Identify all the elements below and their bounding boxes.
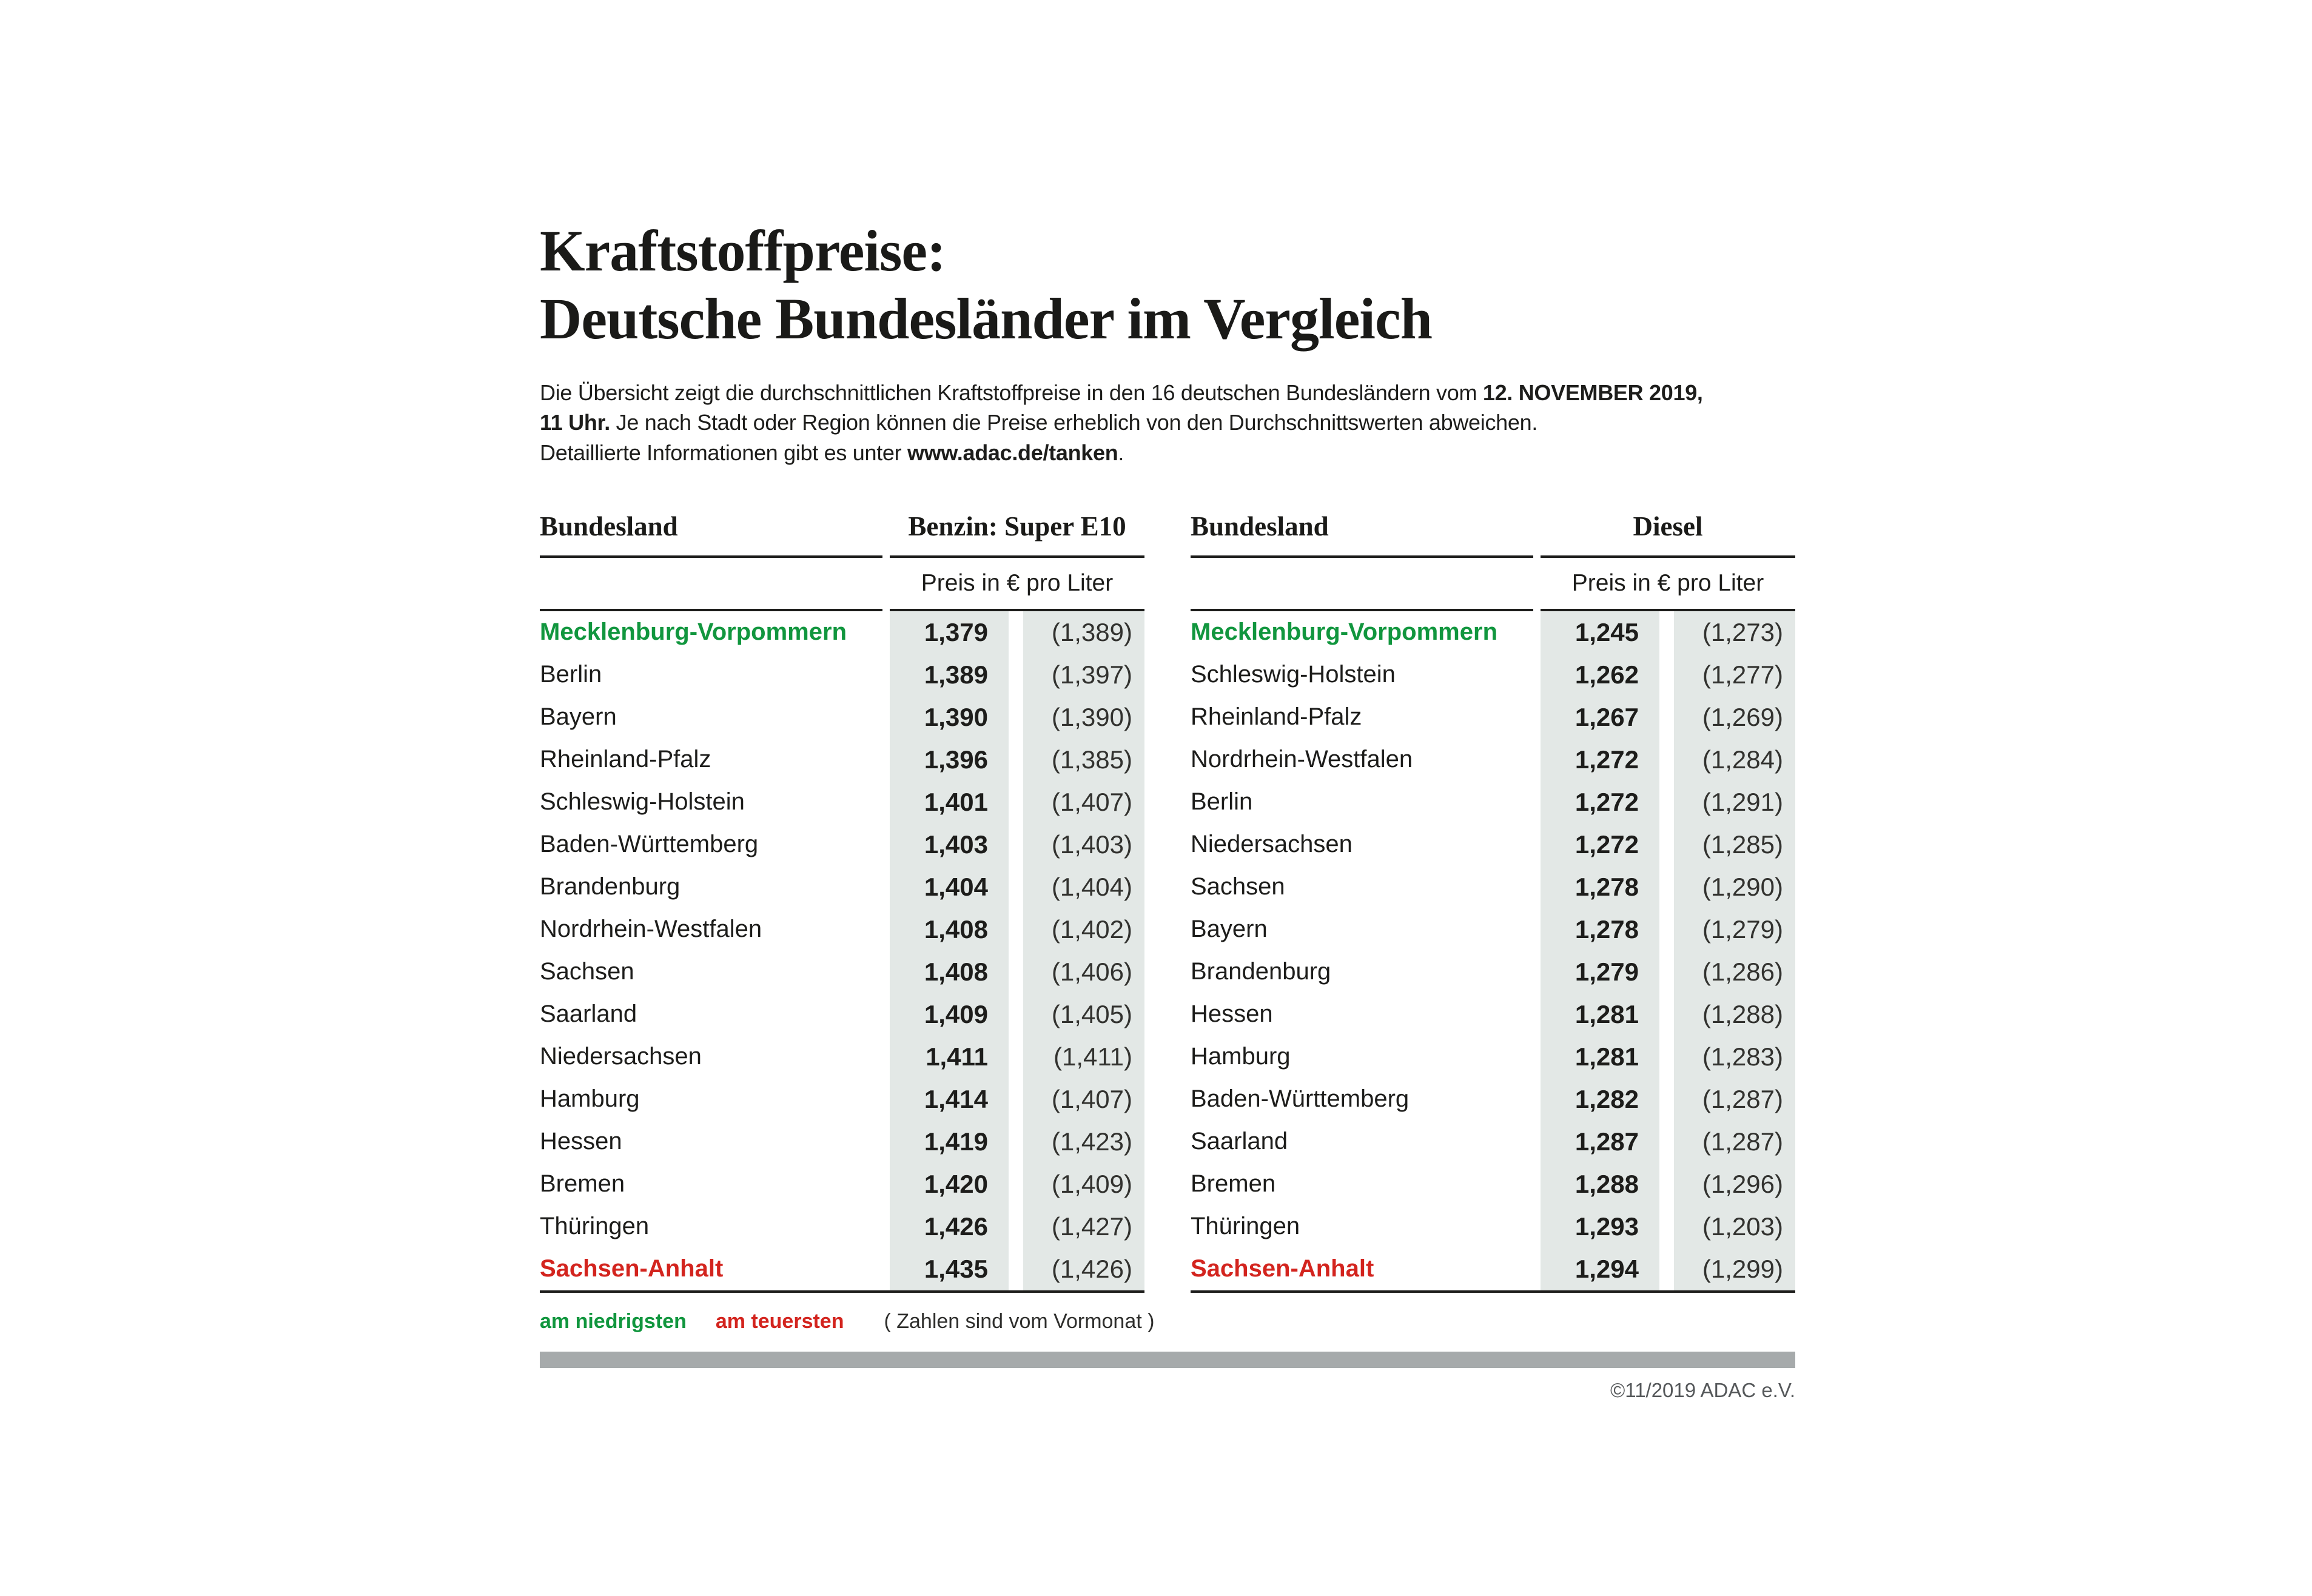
state-name: Sachsen <box>540 958 634 985</box>
table-row <box>540 866 1144 908</box>
legend <box>540 1310 1795 1333</box>
state-name: Nordrhein-Westfalen <box>540 916 762 943</box>
price-current: 1,426 <box>890 1205 1009 1248</box>
price-previous: (1,403) <box>1023 823 1144 866</box>
price-current: 1,408 <box>890 951 1009 993</box>
price-previous: (1,277) <box>1674 654 1795 696</box>
price-previous: (1,290) <box>1674 866 1795 908</box>
price-current: 1,279 <box>1541 951 1659 993</box>
column-header-benzin: Benzin: Super E10 <box>908 511 1126 542</box>
state-name: Bayern <box>1191 916 1268 943</box>
state-name: Bremen <box>1191 1170 1276 1198</box>
table-row <box>540 1205 1144 1248</box>
fuel-table-benzin <box>540 511 1144 1293</box>
price-previous: (1,402) <box>1023 908 1144 951</box>
price-current: 1,404 <box>890 866 1009 908</box>
price-current: 1,414 <box>890 1078 1009 1121</box>
price-current: 1,403 <box>890 823 1009 866</box>
price-current: 1,293 <box>1541 1205 1659 1248</box>
price-previous: (1,285) <box>1674 823 1795 866</box>
price-previous: (1,390) <box>1023 696 1144 739</box>
state-name: Sachsen <box>1191 873 1285 900</box>
price-current: 1,282 <box>1541 1078 1659 1121</box>
state-name: Baden-Württemberg <box>1191 1085 1410 1113</box>
title-line-2: Deutsche Bundesländer im Vergleich <box>540 286 1432 352</box>
state-name: Hessen <box>1191 1001 1273 1028</box>
table-header-row <box>540 511 1144 555</box>
state-name: Thüringen <box>540 1213 650 1240</box>
price-previous: (1,269) <box>1674 696 1795 739</box>
price-previous: (1,286) <box>1674 951 1795 993</box>
content-area <box>540 217 1795 1402</box>
table-row <box>540 1121 1144 1163</box>
price-current: 1,379 <box>890 611 1009 654</box>
table-row <box>540 739 1144 781</box>
table-row <box>540 696 1144 739</box>
price-previous: (1,279) <box>1674 908 1795 951</box>
table-row <box>1191 993 1795 1036</box>
table-row <box>1191 781 1795 823</box>
price-previous: (1,427) <box>1023 1205 1144 1248</box>
copyright-text: ©11/2019 ADAC e.V. <box>1610 1378 1795 1401</box>
column-header-bundesland: Bundesland <box>540 511 678 542</box>
fuel-table-diesel <box>1191 511 1795 1293</box>
table-body <box>540 611 1144 1290</box>
state-name: Mecklenburg-Vorpommern <box>1191 619 1497 646</box>
price-current: 1,245 <box>1541 611 1659 654</box>
price-current: 1,278 <box>1541 866 1659 908</box>
table-row <box>540 908 1144 951</box>
table-row <box>1191 739 1795 781</box>
state-name: Brandenburg <box>540 873 680 900</box>
intro-text: Die Übersicht zeigt die durchschnittlichen Kraftstoffpreise in den 16 deutschen Bundesländern vom 12. NOVEMBER 2019, 11 Uhr. Je nach Stadt oder Region können die Preise erheblich von den Durchschnittswerten abweichen. Detaillierte Informationen gibt es unter www.adac.de/tanken. <box>540 380 1703 465</box>
column-header-diesel: Diesel <box>1633 511 1703 542</box>
table-row <box>540 951 1144 993</box>
table-row <box>540 1248 1144 1290</box>
price-previous: (1,423) <box>1023 1121 1144 1163</box>
state-name: Sachsen-Anhalt <box>540 1255 724 1282</box>
table-bottom-rule <box>1191 1290 1795 1293</box>
price-current: 1,419 <box>890 1121 1009 1163</box>
price-current: 1,420 <box>890 1163 1009 1205</box>
price-previous: (1,409) <box>1023 1163 1144 1205</box>
table-row <box>1191 1121 1795 1163</box>
table-row <box>1191 823 1795 866</box>
subheader-price-unit: Preis in € pro Liter <box>1571 569 1764 596</box>
table-row <box>1191 1036 1795 1078</box>
legend-note: ( Zahlen sind vom Vormonat ) <box>884 1309 1155 1333</box>
price-current: 1,390 <box>890 696 1009 739</box>
state-name: Rheinland-Pfalz <box>1191 703 1362 731</box>
table-row <box>1191 866 1795 908</box>
state-name: Berlin <box>540 661 602 688</box>
price-previous: (1,404) <box>1023 866 1144 908</box>
state-name: Saarland <box>540 1001 637 1028</box>
table-row <box>540 1036 1144 1078</box>
table-row <box>1191 1163 1795 1205</box>
table-row <box>540 823 1144 866</box>
price-previous: (1,407) <box>1023 1078 1144 1121</box>
state-name: Berlin <box>1191 788 1253 816</box>
table-row <box>1191 1248 1795 1290</box>
divider-bar <box>540 1352 1795 1368</box>
state-name: Bayern <box>540 703 617 731</box>
price-current: 1,435 <box>890 1248 1009 1290</box>
price-current: 1,272 <box>1541 781 1659 823</box>
price-current: 1,396 <box>890 739 1009 781</box>
state-name: Brandenburg <box>1191 958 1331 985</box>
table-row <box>540 611 1144 654</box>
price-current: 1,389 <box>890 654 1009 696</box>
state-name: Schleswig-Holstein <box>1191 661 1396 688</box>
price-previous: (1,296) <box>1674 1163 1795 1205</box>
price-current: 1,272 <box>1541 739 1659 781</box>
table-row <box>1191 1078 1795 1121</box>
price-previous: (1,407) <box>1023 781 1144 823</box>
state-name: Mecklenburg-Vorpommern <box>540 619 847 646</box>
price-current: 1,287 <box>1541 1121 1659 1163</box>
subheader-price-unit: Preis in € pro Liter <box>921 569 1114 596</box>
page-title <box>540 217 1795 354</box>
table-row <box>540 781 1144 823</box>
state-name: Hamburg <box>1191 1043 1291 1070</box>
legend-lowest: am niedrigsten <box>540 1309 687 1333</box>
table-row <box>540 1078 1144 1121</box>
state-name: Baden-Württemberg <box>540 831 759 858</box>
subheader-row <box>1191 558 1795 609</box>
table-row <box>540 654 1144 696</box>
price-current: 1,281 <box>1541 1036 1659 1078</box>
state-name: Sachsen-Anhalt <box>1191 1255 1374 1282</box>
state-name: Niedersachsen <box>540 1043 702 1070</box>
price-previous: (1,287) <box>1674 1121 1795 1163</box>
price-previous: (1,411) <box>1023 1036 1144 1078</box>
state-name: Bremen <box>540 1170 625 1198</box>
state-name: Nordrhein-Westfalen <box>1191 746 1413 773</box>
price-current: 1,409 <box>890 993 1009 1036</box>
price-current: 1,272 <box>1541 823 1659 866</box>
table-row <box>1191 951 1795 993</box>
subheader-row <box>540 558 1144 609</box>
price-previous: (1,405) <box>1023 993 1144 1036</box>
state-name: Rheinland-Pfalz <box>540 746 711 773</box>
table-row <box>540 1163 1144 1205</box>
price-current: 1,262 <box>1541 654 1659 696</box>
state-name: Schleswig-Holstein <box>540 788 745 816</box>
price-previous: (1,291) <box>1674 781 1795 823</box>
table-header-row <box>1191 511 1795 555</box>
price-current: 1,294 <box>1541 1248 1659 1290</box>
price-previous: (1,283) <box>1674 1036 1795 1078</box>
price-previous: (1,426) <box>1023 1248 1144 1290</box>
price-current: 1,288 <box>1541 1163 1659 1205</box>
price-previous: (1,397) <box>1023 654 1144 696</box>
title-line-1: Kraftstoffpreise: <box>540 218 946 283</box>
table-body <box>1191 611 1795 1290</box>
table-row <box>540 993 1144 1036</box>
price-current: 1,408 <box>890 908 1009 951</box>
table-row <box>1191 908 1795 951</box>
table-bottom-rule <box>540 1290 1144 1293</box>
state-name: Hamburg <box>540 1085 640 1113</box>
price-previous: (1,406) <box>1023 951 1144 993</box>
state-name: Niedersachsen <box>1191 831 1353 858</box>
state-name: Hessen <box>540 1128 622 1155</box>
price-previous: (1,288) <box>1674 993 1795 1036</box>
column-header-bundesland: Bundesland <box>1191 511 1329 542</box>
price-previous: (1,299) <box>1674 1248 1795 1290</box>
table-row <box>1191 696 1795 739</box>
price-current: 1,411 <box>890 1036 1009 1078</box>
table-row <box>1191 1205 1795 1248</box>
price-previous: (1,284) <box>1674 739 1795 781</box>
price-previous: (1,287) <box>1674 1078 1795 1121</box>
price-previous: (1,389) <box>1023 611 1144 654</box>
tables-container <box>540 511 1795 1293</box>
price-previous: (1,385) <box>1023 739 1144 781</box>
price-previous: (1,203) <box>1674 1205 1795 1248</box>
table-row <box>1191 611 1795 654</box>
table-row <box>1191 654 1795 696</box>
price-current: 1,281 <box>1541 993 1659 1036</box>
legend-highest: am teuersten <box>715 1309 844 1333</box>
state-name: Thüringen <box>1191 1213 1300 1240</box>
price-previous: (1,273) <box>1674 611 1795 654</box>
price-current: 1,278 <box>1541 908 1659 951</box>
price-current: 1,401 <box>890 781 1009 823</box>
state-name: Saarland <box>1191 1128 1288 1155</box>
price-current: 1,267 <box>1541 696 1659 739</box>
